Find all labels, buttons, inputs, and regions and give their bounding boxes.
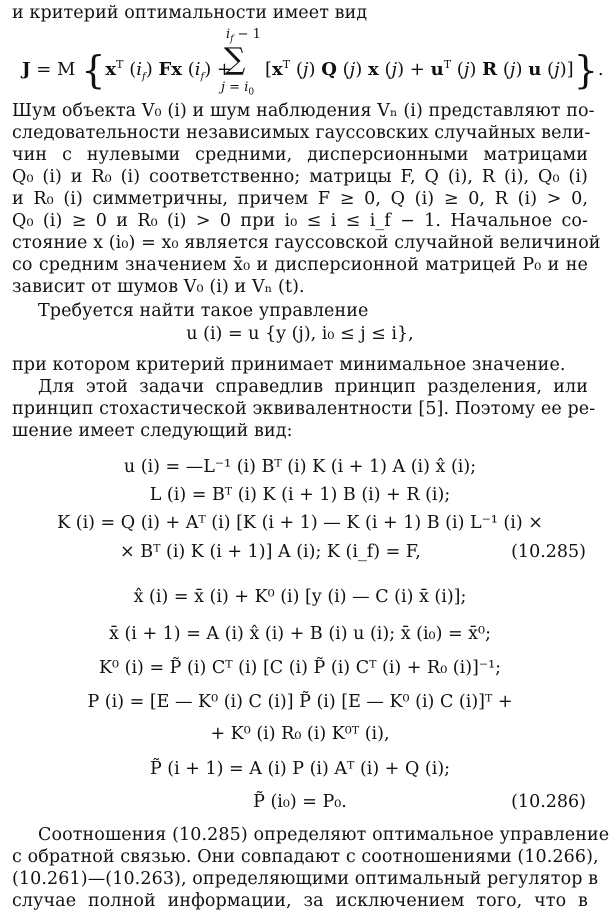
intro-line: и критерий оптимальности имеет вид [12,3,368,23]
equation-control: u (i) = u {y (j), i₀ ≤ j ≤ i}, [186,324,414,344]
paragraph-control: Требуется найти такое управление [38,301,369,321]
page: и критерий оптимальности имеет вид J = M {$x^T$ $(i_f)$ Fx $(i_f)$ + $i_f - 1$ ∑ $j = i_0$ [$x^T$ (j) Q (j) x $(j) + u^T$ (j) R (j) u (j)]}. Шум объекта V₀ (i) и шум наблюдения Vₙ (i) представляют по- следовательности независимых гауссовских случайных вели- чин с нулевыми средними, дисперсионными матрицами Q₀ (i) и R₀ (i) соответственно; матрицы F, Q (i), R (i), Q₀ (i) и R₀ (i) симметричны, причем F ≥ 0, Q (i) ≥ 0, R (i) > 0, Q₀ (i) ≥ 0 и R₀ (i) > 0 при i₀ ≤ i ≤ i_f − 1. Начальное со- стояние x (i₀) = x₀ является гауссовской случайной величиной со средним значением x̄₀ и дисперсионной матрицей P₀ и не зависит от шумов V₀ (i) и Vₙ (t). Требуется найти такое управление u (i) = u {y (j), i₀ ≤ j ≤ i}, при котором критерий принимает минимальное значение. Для этой задачи справедлив принцип разделения, или принцип стохастической эквивалентности [5]. Поэтому ее ре- шение имеет следующий вид: u (i) = —L⁻¹ (i) Bᵀ (i) K (i + 1) A (i) x̂ (i); L (i) = Bᵀ (i) K (i + 1) B (i) + R (i); K (i) = Q (i) + Aᵀ (i) [K (i + 1) — K (i + 1) B (i) L⁻¹ (i) × × Bᵀ (i) K (i + 1)] A (i); K (i_f) = F, (10.285) x̂ (i) = x̄ (i) + K⁰ (i) [y (i) — C (i) x̄ (i)]; x̄ (i + 1) = A (i) x̂ (i) + B (i) u (i); x̄ (i₀) = x̄⁰; K⁰ (i) = P̃ (i) Cᵀ (i) [C (i) P̃ (i) Cᵀ (i) + R₀ (i)]⁻¹; P (i) = [E — K⁰ (i) C (i)] P̃ (i) [E — K⁰ (i) C (i)]ᵀ + + K⁰ (i) R₀ (i) K⁰ᵀ (i), P̃ (i + 1) = A (i) P (i) Aᵀ (i) + Q (i); P̃ (i₀) = P₀. (10.286) Соотношения (10.285) определяют оптимальное управление с обратной связью. Они совпадают с соотношениями (10.266), (10.261)—(10.263), определяющими оптимальный регулятор в случае полной информации, за исключением того, что в [0,0,600,912]
paragraph-criterion-min: при котором критерий принимает минимальное значение. [12,355,566,375]
equation-number-10-285: (10.285) [511,542,586,562]
equation-number-10-286: (10.286) [511,792,586,812]
